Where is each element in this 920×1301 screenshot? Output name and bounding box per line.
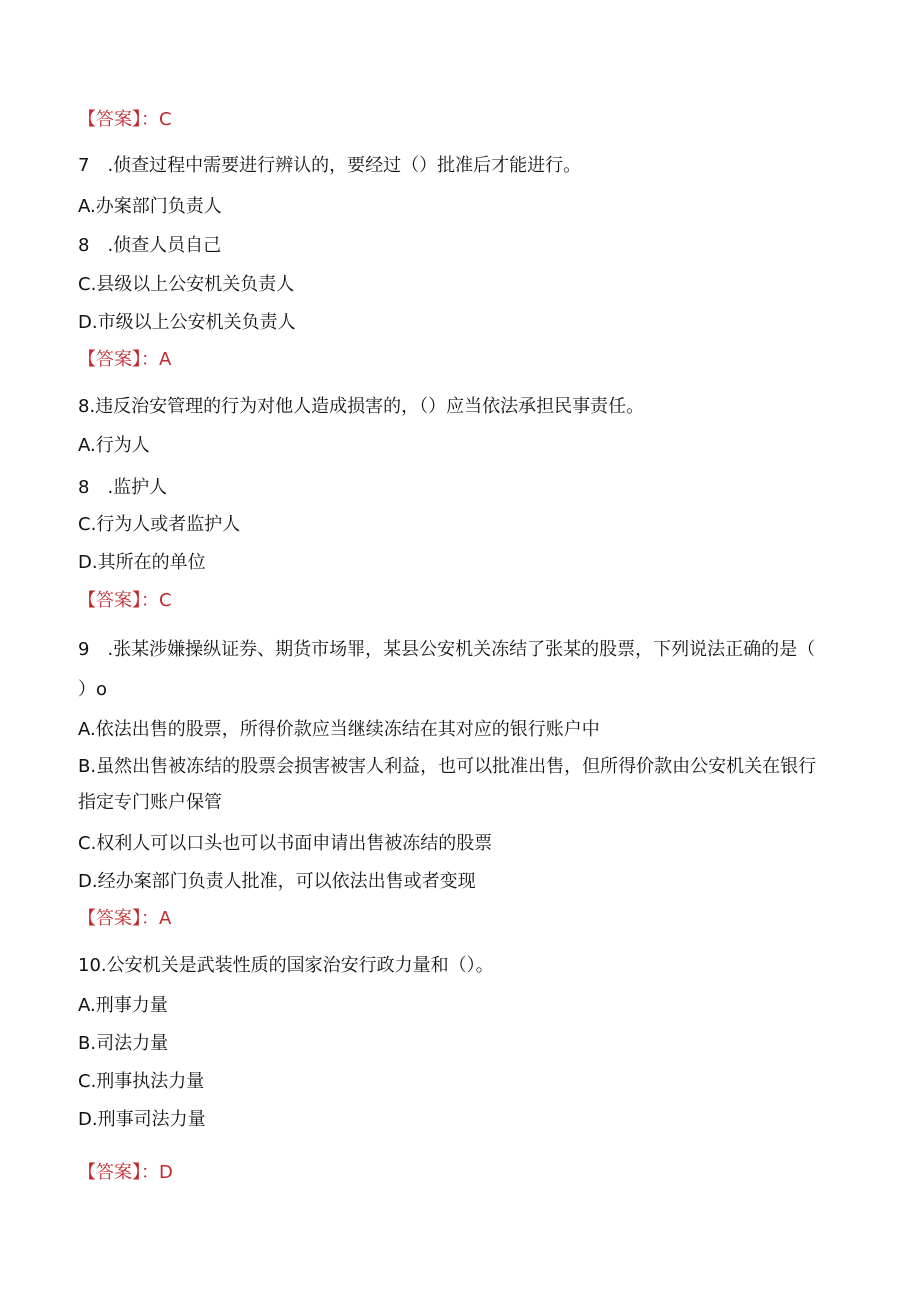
- question-10-stem: 10.公安机关是武装性质的国家治安行政力量和（）。: [78, 955, 494, 976]
- q10-option-d: D.刑事司法力量: [78, 1109, 206, 1130]
- q8-option-a: A.行为人: [78, 435, 150, 456]
- answer-q9: 【答案】：A: [78, 908, 172, 929]
- q10-option-a: A.刑事力量: [78, 995, 168, 1016]
- q9-option-c: C.权利人可以口头也可以书面申请出售被冻结的股票: [78, 833, 493, 854]
- question-9-stem: 9 .张某涉嫌操纵证券、期货市场罪，某县公安机关冻结了张某的股票，下列说法正确的是（: [78, 639, 816, 660]
- q8-option-c: C.行为人或者监护人: [78, 514, 241, 535]
- q9-option-b-cont: 指定专门账户保管: [78, 792, 222, 813]
- q7-option-d: D.市级以上公安机关负责人: [78, 312, 296, 333]
- q7-option-a: A.办案部门负责人: [78, 196, 222, 217]
- question-9-stem-cont: ）o: [78, 679, 108, 700]
- answer-q10: 【答案】：D: [78, 1162, 173, 1183]
- q8-option-b: 8 .监护人: [78, 477, 168, 498]
- q10-option-c: C.刑事执法力量: [78, 1071, 205, 1092]
- q7-option-c: C.县级以上公安机关负责人: [78, 274, 295, 295]
- question-8-stem: 8.违反治安管理的行为对他人造成损害的，（）应当依法承担民事责任。: [78, 396, 645, 417]
- answer-q7: 【答案】：A: [78, 349, 172, 370]
- answer-q8: 【答案】：C: [78, 590, 172, 611]
- answer-q6: 【答案】：C: [78, 109, 172, 130]
- question-7-stem: 7 .侦查过程中需要进行辨认的，要经过（）批准后才能进行。: [78, 155, 582, 176]
- q9-option-d: D.经办案部门负责人批准，可以依法出售或者变现: [78, 871, 476, 892]
- q10-option-b: B.司法力量: [78, 1033, 169, 1054]
- q8-option-d: D.其所在的单位: [78, 552, 206, 573]
- q7-option-b: 8 .侦查人员自己: [78, 235, 222, 256]
- q9-option-b: B.虽然出售被冻结的股票会损害被害人利益，也可以批准出售，但所得价款由公安机关在银行: [78, 756, 817, 777]
- q9-option-a: A.依法出售的股票，所得价款应当继续冻结在其对应的银行账户中: [78, 719, 600, 740]
